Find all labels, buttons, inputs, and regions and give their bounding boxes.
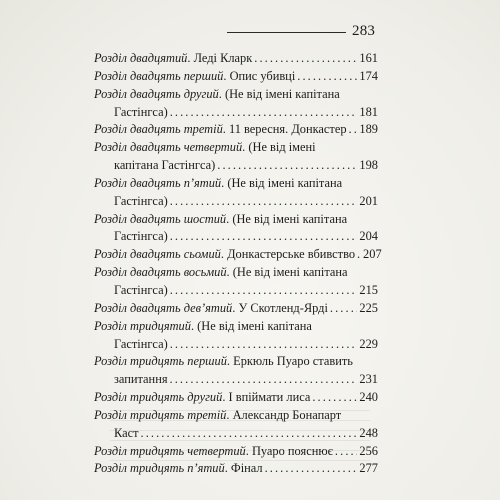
chapter-page-number[interactable]: 248 [359,425,378,440]
chapter-title: І впіймати лиса [228,390,311,405]
toc-entry-continuation [94,336,378,354]
toc-entry-line [94,121,378,139]
toc-entry [94,121,378,139]
chapter-page-number[interactable]: 225 [359,300,378,315]
dot-leader [217,157,357,175]
chapter-page-number[interactable]: 215 [359,282,378,297]
label-period: . [226,211,230,226]
chapter-label: Розділ двадцять перший [94,68,224,83]
chapter-title: Гастінгса) [114,336,168,351]
chapter-label: Розділ двадцять третій [94,122,223,137]
chapter-title: (Не від імені капітана [232,265,348,280]
toc-entry [94,246,382,264]
toc-entry-line [94,264,378,282]
chapter-title: Гастінгса) [114,282,168,297]
table-of-contents [94,50,382,478]
toc-entry-continuation [94,157,378,175]
label-period: . [223,68,227,83]
toc-entry-continuation [94,371,378,389]
toc-entry-line [94,460,378,478]
chapter-title: Каст [114,425,139,440]
page-number: 283 [352,23,376,39]
dot-leader [170,282,358,300]
label-period: . [226,354,231,369]
toc-entry-continuation [94,193,378,211]
dot-leader [170,336,358,354]
toc-entry-line [94,211,378,229]
toc-entry [94,68,378,86]
dot-leader [357,246,361,264]
chapter-label: Розділ тридцять другий [94,390,223,405]
chapter-label: Розділ двадцять п’ятий [94,175,222,190]
toc-entry [94,211,378,247]
toc-entry [94,318,378,354]
chapter-label: Розділ двадцять шостий [94,211,227,226]
chapter-label: Розділ тридцять четвертий [94,443,246,458]
toc-entry-line [94,175,378,193]
chapter-label: Розділ тридцятий [94,318,191,333]
toc-entry-continuation [94,228,378,246]
dot-leader [170,371,358,389]
toc-entry-line [94,353,378,371]
chapter-page-number[interactable]: 277 [359,461,378,476]
toc-entry-continuation [94,282,378,300]
chapter-page-number[interactable]: 174 [359,68,378,83]
chapter-page-number[interactable]: 189 [359,122,378,137]
chapter-page-number[interactable]: 240 [359,390,378,405]
chapter-page-number[interactable]: 198 [359,158,378,173]
chapter-title: Александр Бонапарт [232,407,342,422]
dot-leader [335,443,357,461]
toc-entry [94,443,378,461]
toc-entry [94,264,378,300]
chapter-label: Розділ тридцять третій [94,407,227,422]
chapter-label: Розділ двадцять другий [94,86,219,101]
chapter-title: (Не від імені капітана [224,86,340,101]
chapter-title: Донкастерське вбивство [227,247,356,262]
toc-entry [94,50,378,68]
dot-leader [254,50,357,68]
chapter-page-number[interactable]: 229 [359,336,378,351]
dot-leader [330,300,358,318]
toc-entry-line [94,86,378,104]
dot-leader [170,104,358,122]
dot-leader [141,425,358,443]
chapter-title: 11 вересня. Донкастер [228,122,347,137]
label-period: . [221,175,225,190]
toc-entry [94,139,378,175]
label-period: . [190,318,195,333]
dot-leader [265,460,358,478]
label-period: . [220,247,224,262]
chapter-title: Гастінгса) [114,104,168,119]
chapter-label: Розділ двадцять сьомий [94,247,221,262]
toc-entry [94,407,378,443]
label-period: . [218,86,222,101]
toc-entry [94,300,378,318]
toc-entry-line [94,389,378,407]
chapter-label: Розділ двадцять восьмий [94,265,227,280]
toc-entry [94,86,378,122]
label-period: . [187,51,191,65]
dot-leader [297,68,357,86]
chapter-label: Розділ двадцять дев’ятий [94,300,233,315]
toc-entry-line [94,407,378,425]
label-period: . [224,461,228,476]
chapter-label: Розділ двадцять четвертий [94,140,243,155]
toc-entry [94,460,378,478]
toc-entry-line [94,300,378,318]
label-period: . [222,122,226,137]
chapter-title: (Не від імені капітана [227,175,343,190]
toc-entry-line [94,443,378,461]
toc-entry [94,175,378,211]
label-period: . [242,140,246,155]
toc-entry [94,353,378,389]
chapter-title: Гастінгса) [114,193,168,208]
chapter-title: Еркюль Пуаро ставить [233,354,353,369]
label-period: . [232,300,236,315]
label-period: . [226,407,230,422]
chapter-title: (Не від імені капітана [232,211,348,226]
chapter-page-number[interactable]: 201 [359,193,378,208]
chapter-label: Розділ тридцять перший [94,354,227,369]
chapter-title: Леді Кларк [193,51,253,65]
chapter-title: Фінал [230,461,263,476]
chapter-title: У Скотленд-Ярді [238,300,328,315]
chapter-page-number[interactable]: 181 [359,104,378,119]
dot-leader [349,121,358,139]
chapter-title: Опис убивці [229,68,296,83]
chapter-title: Гастінгса) [114,229,168,244]
toc-entry-continuation [94,104,378,122]
chapter-title: капітана Гастінгса) [114,158,216,173]
dot-leader [312,389,357,407]
toc-entry-line [94,246,382,264]
toc-entry-line [94,50,378,68]
label-period: . [226,265,230,280]
dot-leader [170,228,358,246]
toc-entry [94,389,378,407]
toc-entry-line [94,139,378,157]
label-period: . [222,390,226,405]
chapter-label: Розділ двадцятий [94,51,188,65]
chapter-title: запитання [114,372,168,387]
header-rule [227,32,346,33]
label-period: . [245,443,249,458]
toc-entry-continuation [94,425,378,443]
chapter-page-number[interactable]: 256 [359,443,378,458]
chapter-label: Розділ тридцять п’ятий [94,461,225,476]
chapter-page-number[interactable]: 207 [363,247,382,262]
chapter-title: (Не від імені капітана [197,318,312,333]
dot-leader [170,193,358,211]
chapter-page-number[interactable]: 231 [359,372,378,387]
toc-entry-line [94,318,378,336]
chapter-title: (Не від імені [248,140,316,155]
chapter-page-number[interactable]: 161 [359,51,378,65]
toc-entry-line [94,68,378,86]
chapter-title: Пуаро пояснює [251,443,333,458]
chapter-page-number[interactable]: 204 [359,229,378,244]
